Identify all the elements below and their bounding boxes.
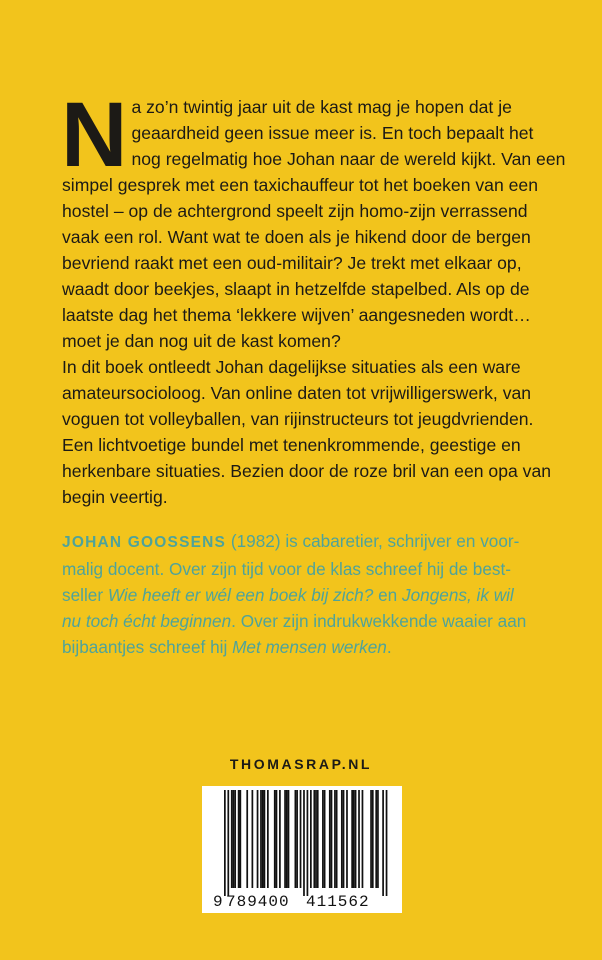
blurb-line: hostel – op de achtergrond speelt zijn homo-zijn verrassend xyxy=(62,201,528,221)
barcode-bar xyxy=(246,790,248,888)
bio-text: . Over zijn indrukwekkende waaier aan xyxy=(231,611,527,631)
barcode-bar xyxy=(353,790,355,888)
bio-line xyxy=(62,528,562,556)
blurb-text xyxy=(61,84,566,510)
barcode-bar xyxy=(231,790,233,888)
barcode-bar xyxy=(377,790,379,888)
barcode-bar xyxy=(331,790,333,888)
bio-text: bijbaantjes schreef hij xyxy=(62,637,233,657)
barcode-bar xyxy=(279,790,281,888)
barcode-bar xyxy=(322,790,324,888)
blurb-line: Een lichtvoetige bundel met tenenkrommende, geestige en xyxy=(62,435,521,455)
blurb-line: vaak een rol. Want wat te doen als je hikend door de bergen xyxy=(62,227,531,247)
barcode-bar xyxy=(267,790,269,888)
bio-line xyxy=(62,634,562,660)
barcode-bar xyxy=(329,790,331,888)
barcode-bar xyxy=(372,790,374,888)
bio-line: malig docent. Over zijn tijd voor de klas schreef hij de best- xyxy=(62,559,511,579)
blurb-line: amateursocioloog. Van online daten tot vrijwilligerswerk, van xyxy=(62,383,532,403)
blurb-line: nog regelmatig hoe Johan naar de wereld kijkt. Van een xyxy=(131,149,566,169)
barcode-bar xyxy=(239,790,241,888)
book-title: Wie heeft er wél een boek bij zich? xyxy=(107,585,374,605)
bio-text: en xyxy=(373,585,402,605)
barcode-bar xyxy=(334,790,336,888)
barcode-bar xyxy=(224,790,226,896)
book-title: Jongens, ik wil xyxy=(401,585,514,605)
blurb-line: herkenbare situaties. Bezien door de roze bril van een opa van xyxy=(62,461,552,481)
barcode-bar xyxy=(317,790,319,888)
barcode-bar xyxy=(264,790,266,888)
barcode-bar xyxy=(296,790,298,888)
drop-cap: N xyxy=(61,84,126,186)
blurb-line: bevriend raakt met een oud-militair? Je trekt met elkaar op, xyxy=(62,253,522,273)
blurb-line: moet je dan nog uit de kast komen? xyxy=(62,331,341,351)
blurb-line: geaardheid geen issue meer is. En toch bepaalt het xyxy=(131,123,534,143)
barcode-bar xyxy=(300,790,302,888)
bio-text: seller xyxy=(62,585,108,605)
barcode-bars xyxy=(224,790,387,896)
barcode-digits-left: 789400 xyxy=(226,893,290,911)
barcode-bar xyxy=(274,790,276,888)
barcode-bar xyxy=(284,790,286,888)
barcode-bar xyxy=(310,790,312,888)
bio-line xyxy=(62,582,562,608)
barcode-bar xyxy=(346,790,348,888)
blurb-line: begin veertig. xyxy=(62,487,168,507)
barcode-bar xyxy=(238,790,240,888)
barcode-digit-first: 9 xyxy=(213,893,223,911)
barcode-bar xyxy=(362,790,364,888)
barcode-bar xyxy=(370,790,372,888)
barcode-digits-right: 411562 xyxy=(306,893,370,911)
barcode-bar xyxy=(358,790,360,888)
barcode-bar xyxy=(386,790,388,896)
barcode-bar xyxy=(343,790,345,888)
barcode-bar xyxy=(286,790,288,888)
barcode-bar xyxy=(227,790,229,896)
barcode-bar xyxy=(341,790,343,888)
barcode-bar xyxy=(234,790,236,888)
blurb-line: simpel gesprek met een taxichauffeur tot het boeken van een xyxy=(62,175,538,195)
barcode-bar xyxy=(288,790,290,888)
blurb-line: voguen tot volleyballen, van rijinstructeurs tot jeugdvrienden. xyxy=(62,409,534,429)
barcode-bar xyxy=(257,790,259,888)
barcode-bar xyxy=(260,790,262,888)
bio-text: . xyxy=(386,637,392,657)
author-bio xyxy=(62,528,562,660)
barcode-bar xyxy=(276,790,278,888)
barcode-bar xyxy=(313,790,315,888)
barcode-bar xyxy=(375,790,377,888)
barcode-bar xyxy=(307,790,309,896)
barcode-bar xyxy=(351,790,353,888)
book-title: nu toch écht beginnen xyxy=(62,611,232,631)
book-title: Met mensen werken xyxy=(232,637,387,657)
barcode-bar xyxy=(355,790,357,888)
barcode-bar xyxy=(252,790,254,888)
barcode-bar xyxy=(324,790,326,888)
barcode-bar xyxy=(315,790,317,888)
publisher-url: THOMASRAP.NL xyxy=(229,756,373,772)
barcode-bar xyxy=(262,790,264,888)
blurb-line: laatste dag het thema ‘lekkere wijven’ aangesneden wordt… xyxy=(62,305,531,325)
barcode-graphic xyxy=(202,786,402,913)
author-name: JOHAN GOOSSENS xyxy=(62,534,227,551)
bio-text: (1982) is cabaretier, schrijver en voor- xyxy=(226,531,520,551)
barcode-bar xyxy=(382,790,384,896)
barcode-bar xyxy=(336,790,338,888)
barcode-bar xyxy=(303,790,305,896)
barcode-bar xyxy=(295,790,297,888)
barcode xyxy=(202,786,402,913)
barcode-bar xyxy=(233,790,235,888)
blurb-line: waadt door beekjes, slaapt in hetzelfde stapelbed. Als op de xyxy=(62,279,530,299)
bio-line xyxy=(62,608,562,634)
blurb-line: In dit boek ontleedt Johan dagelijkse situaties als een ware xyxy=(62,357,521,377)
blurb-line: a zo’n twintig jaar uit de kast mag je hopen dat je xyxy=(131,97,512,117)
